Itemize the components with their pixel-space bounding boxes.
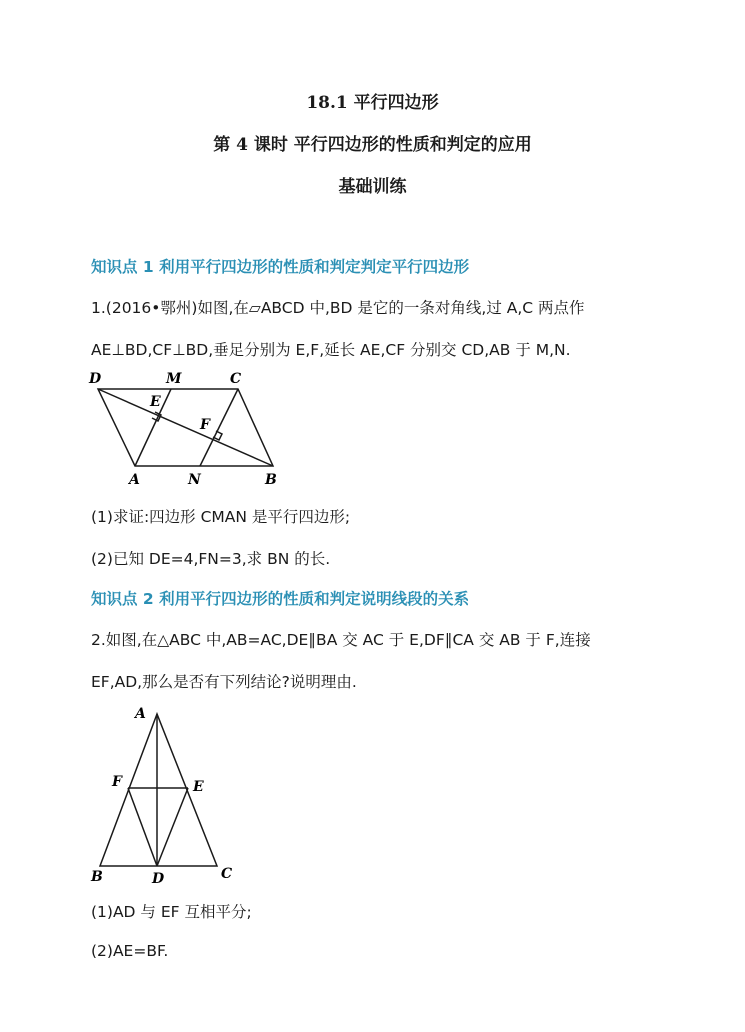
- segment-df: [128, 788, 157, 866]
- fig1-label-m: M: [166, 371, 182, 387]
- parallelogram-figure: [85, 362, 295, 492]
- knowledge-point-2-heading: 知识点 2 利用平行四边形的性质和判定说明线段的关系: [91, 590, 470, 608]
- triangle-figure: [85, 700, 245, 890]
- question-2-line-1: 2.如图,在△ABC 中,AB=AC,DE∥BA 交 AC 于 E,DF∥CA 交 AB 于 F,连接: [91, 631, 591, 649]
- section-title: 18.1 平行四边形: [306, 93, 439, 113]
- fig1-label-e: E: [150, 394, 161, 410]
- fig1-label-c: C: [230, 371, 242, 387]
- fig1-label-f: F: [200, 417, 210, 433]
- fig2-label-a: A: [135, 706, 146, 722]
- fig1-label-b: B: [265, 472, 277, 488]
- fig2-label-d: D: [152, 871, 165, 887]
- question-2-line-2: EF,AD,那么是否有下列结论?说明理由.: [91, 673, 357, 691]
- fig2-label-c: C: [221, 866, 233, 882]
- fig2-label-b: B: [91, 869, 103, 885]
- lesson-title: 第 4 课时 平行四边形的性质和判定的应用: [213, 135, 532, 155]
- subtitle: 基础训练: [338, 177, 407, 197]
- fig1-label-n: N: [188, 472, 201, 488]
- question-2-part-1: (1)AD 与 EF 互相平分;: [91, 903, 252, 921]
- fig2-label-e: E: [193, 779, 204, 795]
- fig1-label-a: A: [129, 472, 140, 488]
- question-1-part-1: (1)求证:四边形 CMAN 是平行四边形;: [91, 508, 351, 526]
- fig1-label-d: D: [89, 371, 102, 387]
- fig2-label-f: F: [112, 774, 122, 790]
- question-1-part-2: (2)已知 DE=4,FN=3,求 BN 的长.: [91, 550, 331, 568]
- question-1-line-1: 1.(2016•鄂州)如图,在▱ABCD 中,BD 是它的一条对角线,过 A,C 两点作: [91, 299, 585, 317]
- question-1-line-2: AE⊥BD,CF⊥BD,垂足分别为 E,F,延长 AE,CF 分别交 CD,AB 于 M,N.: [91, 341, 571, 359]
- segment-de: [157, 788, 188, 866]
- knowledge-point-1-heading: 知识点 1 利用平行四边形的性质和判定判定平行四边形: [91, 258, 470, 276]
- question-2-part-2: (2)AE=BF.: [91, 942, 169, 960]
- diagonal-bd: [98, 389, 273, 466]
